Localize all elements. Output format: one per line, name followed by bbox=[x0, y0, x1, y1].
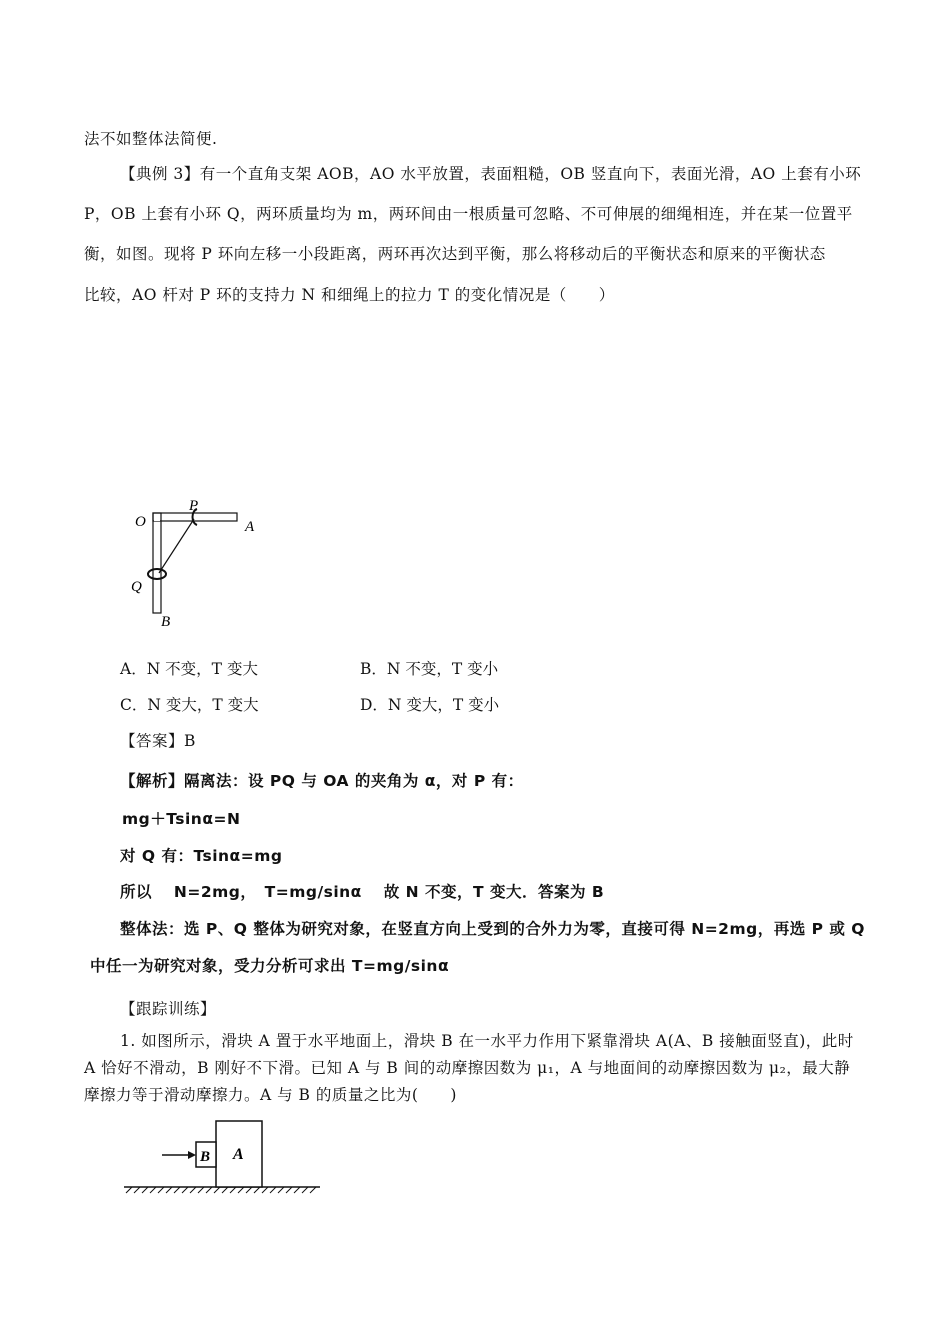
option-c: C．N 变大，T 变大 bbox=[120, 696, 259, 714]
rod-oa bbox=[153, 513, 237, 521]
option-a: A．N 不变，T 变大 bbox=[120, 660, 258, 678]
analysis-line-5: 整体法：选 P、Q 整体为研究对象，在竖直方向上受到的合外力为零，直接可得 N=2mg，再选 P 或 Q bbox=[120, 920, 865, 938]
answer: 【答案】B bbox=[120, 732, 196, 750]
example3-line-3: 衡，如图。现将 P 环向左移一小段距离，两环再次达到平衡，那么将移动后的平衡状态和原来的平衡状态 bbox=[84, 245, 826, 263]
q1-line-2: A 恰好不滑动，B 刚好不下滑。已知 A 与 B 间的动摩擦因数为 μ₁，A 与地面间的动摩擦因数为 μ₂，最大静 bbox=[84, 1059, 851, 1077]
example3-line-4: 比较，AO 杆对 P 环的支持力 N 和细绳上的拉力 T 的变化情况是（ ） bbox=[84, 286, 615, 304]
label-b: B bbox=[161, 614, 171, 630]
training-heading: 【跟踪训练】 bbox=[120, 1000, 217, 1018]
ground-hatching bbox=[126, 1187, 316, 1193]
option-d: D．N 变大，T 变小 bbox=[360, 696, 500, 714]
analysis-line-3: 对 Q 有：Tsinα=mg bbox=[120, 847, 283, 865]
blocks-figure bbox=[120, 1115, 325, 1200]
analysis-line-2: mg＋Tsinα=N bbox=[122, 810, 241, 828]
string-pq bbox=[159, 519, 194, 573]
bracket-figure bbox=[125, 495, 275, 635]
example3-line-1: 【典例 3】有一个直角支架 AOB，AO 水平放置，表面粗糙，OB 竖直向下，表面光滑，AO 上套有小环 bbox=[120, 165, 862, 183]
label-a: A bbox=[245, 519, 255, 535]
analysis-line-4: 所以 N=2mg， T=mg/sinα 故 N 不变，T 变大．答案为 B bbox=[120, 883, 605, 901]
rod-ob bbox=[153, 513, 161, 613]
block-a-label: A bbox=[233, 1146, 244, 1163]
analysis-line-6: 中任一为研究对象，受力分析可求出 T=mg/sinα bbox=[90, 957, 450, 975]
label-o: O bbox=[135, 514, 146, 530]
q1-line-1: 1. 如图所示，滑块 A 置于水平地面上，滑块 B 在一水平力作用下紧靠滑块 A(A、B 接触面竖直)，此时 bbox=[120, 1032, 854, 1050]
continuation-line: 法不如整体法简便. bbox=[84, 130, 218, 148]
q1-line-3: 摩擦力等于滑动摩擦力。A 与 B 的质量之比为( ) bbox=[84, 1086, 457, 1104]
option-b: B．N 不变，T 变小 bbox=[360, 660, 499, 678]
label-q: Q bbox=[131, 579, 142, 595]
arrow-head bbox=[188, 1151, 196, 1159]
block-b-label: B bbox=[200, 1149, 211, 1165]
example3-line-2: P，OB 上套有小环 Q，两环质量均为 m，两环间由一根质量可忽略、不可伸展的细绳相连，并在某一位置平 bbox=[84, 205, 853, 223]
analysis-line-1: 【解析】隔离法：设 PQ 与 OA 的夹角为 α，对 P 有： bbox=[120, 772, 524, 790]
ring-q bbox=[148, 569, 166, 579]
label-p: P bbox=[189, 498, 199, 514]
